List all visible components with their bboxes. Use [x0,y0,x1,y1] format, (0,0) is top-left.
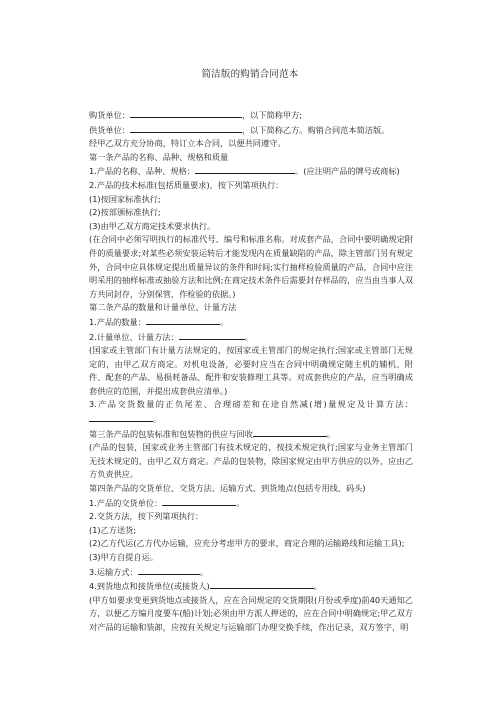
a4-l3-prefix: 3.运输方式： [89,566,138,577]
a4-line-4 [89,579,413,594]
a2-l1-suffix: 。 [219,316,229,327]
buyer-suffix: ，以下简称甲方; [241,110,303,120]
a2-l1-prefix: 1.产品的数量： [89,316,146,327]
a4-l1-suffix: 。 [236,497,245,508]
a2-note: (国家或主管部门有计量方法规定的，按国家或主管部门的规定执行;国家或主管部门无规定的，由甲乙双方商定。对机电设备，必要时应当在合同中明确规定随主机的辅机、附件、配套的产品、易损耗备品、配件和安装修理工具等。对成套供应的产品，应当明确成套供应的范围，并提出成套供应清单。) [89,345,413,396]
a4-l4-suffix: 。 [313,581,322,592]
buyer-line [89,108,413,123]
a4-option-2: (2)乙方代运(乙方代办运输，应充分考虑甲方的要求，商定合理的运输路线和运输工具); [89,538,405,549]
a4-note: (甲方如要求变更到货地点或接货人，应在合同规定的交货期限(月份或季度)前40天通知乙方，以便乙方编月度要车(船)计划;必须由甲方派人押送的，应在合同中明确规定;甲乙双方对产品的运输和装卸，应按有关规定与运输部门办理交换手续，作出记录，双方签字，明 [89,594,413,632]
a4-l4-blank [210,579,314,589]
a2-line-1 [89,315,413,330]
a1-l1-suffix: 。(应注明产品的牌号或商标) [295,166,400,177]
a2-l3-prefix: 3.产品交货数量的正负尾差、合理磅差和在途自然减(增)量规定及计算方法： [89,399,413,410]
a4-option-3: (3)甲方自提自运。 [89,552,158,562]
a4-line-2: 2.交货方法，按下列第项执行： [89,511,204,522]
article-3-heading [89,427,413,442]
a1-line-2: 2.产品的技术标准(包括质量要求)，按下列第项执行： [89,179,284,190]
a3-heading-blank [253,427,327,437]
a4-l1-blank [162,496,236,506]
a2-l2-blank [179,330,245,340]
a2-l2-prefix: 2.计量单位、计量方法： [89,331,179,342]
a4-l3-blank [138,565,200,575]
a2-line-3 [89,398,413,426]
a3-heading-suffix: 。 [326,428,335,439]
a1-option-2: (2)按部颁标准执行; [89,207,161,218]
seller-label: 供货单位： [89,124,130,135]
a3-heading-prefix: 第三条产品的包装标准和包装物的供应与回收 [89,428,253,439]
a4-line-1 [89,496,413,511]
a2-l3-blank [89,412,153,422]
a1-line-1 [89,164,413,179]
a1-option-3: (3)由甲乙双方商定技术要求执行。 [89,220,216,231]
a2-l2-suffix: 。 [244,331,253,342]
document-body [89,108,413,635]
intro-line: 经甲乙双方充分协商，特订立本合同，以便共同遵守。 [89,138,286,149]
a2-l1-blank [146,315,220,325]
a4-l4-prefix: 4.到货地点和接货单位(或接货人) [89,581,210,592]
a4-line-3 [89,565,413,580]
a4-l3-suffix: 。 [199,566,208,577]
a3-note: (产品的包装，国家或业务主管部门有技术规定的，按技术规定执行;国家与业务主管部门无技术规定的，由甲乙双方商定。产品的包装物，除国家规定由甲方供应的以外，应由乙方负责供应。 [89,442,413,480]
article-1-heading: 第一条产品的名称、品种、规格和质量 [89,151,229,162]
a1-l1-blank [195,164,295,174]
buyer-label: 购货单位： [89,110,130,120]
a1-l1-prefix: 1.产品的名称、品种、规格： [89,166,196,177]
article-2-heading: 第二条产品的数量和计量单位、计量方法 [89,302,237,313]
a4-l1-prefix: 1.产品的交货单位： [89,497,163,508]
seller-suffix: ，以下简称乙方。购销合同范本简洁版。 [241,124,390,135]
a2-l3-suffix: 。 [153,414,162,425]
a4-option-1: (1)乙方送货; [89,524,137,535]
a1-option-1: (1)按国家标准执行; [89,193,161,204]
a1-note: (在合同中必须写明执行的标准代号、编号和标准名称。对成套产品，合同中要明确规定附件的质量要求;对某些必须安装运转后才能发现内在质量缺陷的产品，除主管部门另有规定外，合同中应具体规定提出质量异议的条件和时间;实行抽样检验质量的产品，合同中应注明采用的抽样标准或抽验方法和比例;在商定技术条件后需要封存样品的，应当由当事人双方共同封存，分别保管，作检验的依据。) [89,234,413,299]
buyer-blank [130,108,242,118]
a2-line-2 [89,330,413,345]
document-title: 简洁版的购销合同范本 [201,69,299,80]
article-4-heading: 第四条产品的交货单位、交货方法、运输方式、到货地点(包括专用线、码头) [89,483,366,494]
seller-blank [130,123,242,133]
seller-line [89,123,413,138]
